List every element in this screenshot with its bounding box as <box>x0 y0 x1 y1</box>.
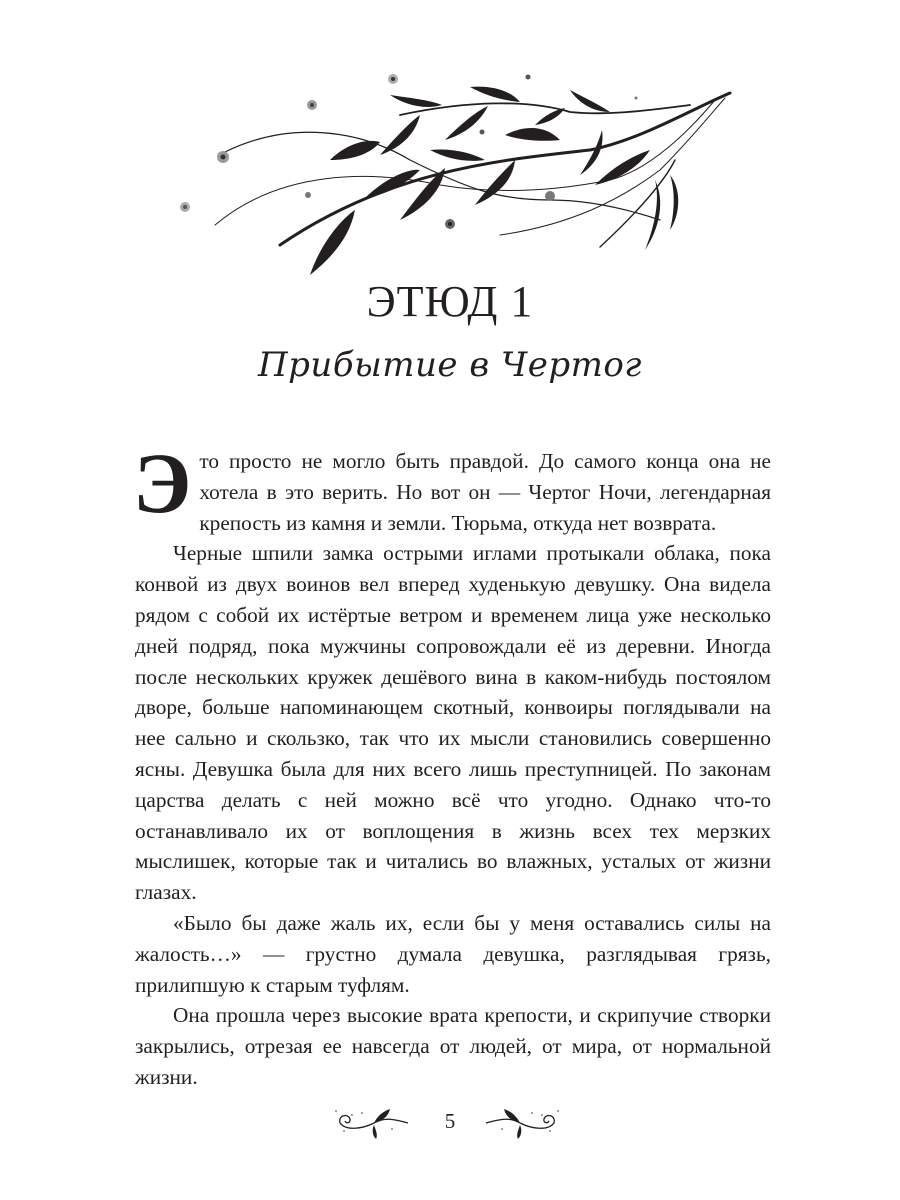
chapter-subtitle: Прибытие в Чертог <box>258 345 642 385</box>
paragraph-text: то просто не могло быть правдой. До самого конца она не хотела в это верить. Но вот он — Чертог Ночи, легендарная крепость из камня и земли. Тюрьма, откуда нет возврата. <box>199 449 771 535</box>
chapter-body <box>133 435 771 1093</box>
flourish-right-icon <box>482 1103 562 1139</box>
chapter-title: ЭТЮД 1 <box>366 277 534 326</box>
paragraph: «Было бы даже жаль их, если бы у меня оставались силы на жалость…» — грустно думала девушка, разглядывая грязь, прилипшую к старым туфлям. <box>135 910 771 997</box>
paragraph <box>133 435 771 538</box>
paragraph: Она прошла через высокие врата крепости, и скрипучие створки закрылись, отрезая ее навсегда от людей, от мира, от нормальной жизни. <box>135 1003 771 1089</box>
drop-cap: Э <box>133 435 192 531</box>
willow-branch-icon <box>170 60 750 280</box>
paragraph: Черные шпили замка острыми иглами протыкали облака, пока конвой из двух воинов вел вперед худенькую девушку. Она видела рядом с собой их истёртые ветром и временем лица уже несколько дней подряд, пока мужчины сопровождали её из деревни. Иногда после нескольких кружек дешёвого вина в каком-нибудь постоялом дворе, больше напоминающем скотный, конвоиры поглядывали на нее сально и скользко, так что их мысли становились совершенно ясны. Девушка была для них всего лишь преступницей. По законам царства делать с ней можно всё что угодно. Однако что-то останавливало их от воплощения в жизнь всех тех мерзких мыслишек, которые так и читались во влажных, усталых от жизни глазах. <box>135 541 771 905</box>
page-number: 5 <box>444 1109 456 1133</box>
